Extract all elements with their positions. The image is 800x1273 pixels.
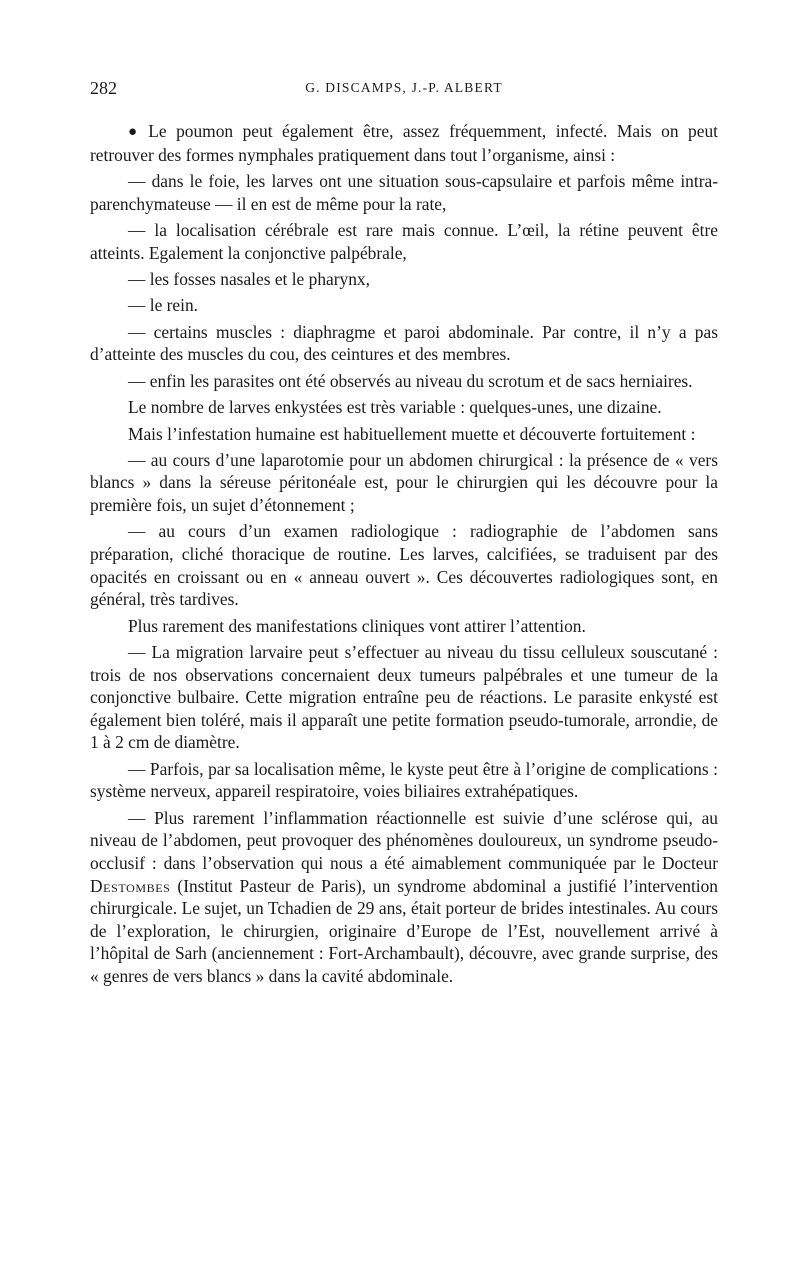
paragraph: — le rein. [128,295,199,316]
paragraph-text: (Institut Pasteur de Paris), un syndrome abdominal a justifié l’intervention chirurgicale. Le sujet, un Tchadien de 29 ans, était porteur de brides intestinales. Au cours de l’exploration, le chirurgien, originaire d’Europe de l’Est, nouvellement arrivé à l’hôpital de Sarh (anciennement : Fort-Archambault), découvre, avec grande surprise, des « genres de vers blancs » dans la cavité abdominale. [90,875,718,986]
running-head: G. DISCAMPS, J.-P. ALBERT [305,80,503,95]
paragraph: — au cours d’une laparotomie pour un abdomen chirurgical : la présence de « vers blancs » dans la séreuse péritonéale est, pour le chirurgien qui les découvre pour la première fois, un sujet d’étonnement ; [90,449,718,516]
paragraph: — Parfois, par sa localisation même, le kyste peut être à l’origine de complications : système nerveux, appareil respiratoire, voies biliaires extrahépatiques. [90,758,718,802]
paragraph: Plus rarement des manifestations cliniques vont attirer l’attention. [128,615,586,636]
paragraph: — La migration larvaire peut s’effectuer au niveau du tissu celluleux souscutané : trois de nos observations concernaient deux tumeurs palpébrales et une tumeur de la conjonctive bulbaire. Cette migration entraîne peu de réactions. Le parasite enkysté est également bien toléré, mais il apparaît une petite formation pseudo-tumorale, arrondie, de 1 à 2 cm de diamètre. [90,642,718,753]
paragraph: — la localisation cérébrale est rare mais connue. L’œil, la rétine peuvent être atteints. Egalement la conjonctive palpébrale, [90,219,718,263]
paragraph: — certains muscles : diaphragme et paroi abdominale. Par contre, il n’y a pas d’atteinte des muscles du cou, des ceintures et des membres. [90,321,718,365]
page-header [90,78,718,104]
page-number: 282 [90,78,117,98]
author-name: Destombes [90,875,171,896]
body-text [90,120,718,991]
paragraph: Mais l’infestation humaine est habituellement muette et découverte fortuitement : [128,423,696,444]
paragraph: — les fosses nasales et le pharynx, [128,268,370,289]
paragraph: — enfin les parasites ont été observés au niveau du scrotum et de sacs herniaires. [128,370,693,391]
paragraph [90,120,718,166]
paragraph: Le nombre de larves enkystées est très variable : quelques-unes, une dizaine. [128,397,662,418]
bullet-icon: ● [128,124,143,140]
paragraph-text: Le poumon peut également être, assez fréquemment, infecté. Mais on peut retrouver des formes nymphales pratiquement dans tout l’organisme, ainsi : [90,121,718,165]
paragraph [90,807,718,988]
paragraph-text: — Plus rarement l’inflammation réactionnelle est suivie d’une sclérose qui, au niveau de l’abdomen, peut provoquer des phénomènes douloureux, un syndrome pseudo-occlusif : dans l’observation qui nous a été aimablement communiquée par le Docteur [90,807,718,873]
paragraph: — au cours d’un examen radiologique : radiographie de l’abdomen sans préparation, cliché thoracique de routine. Les larves, calcifiées, se traduisent par des opacités en croissant ou en « anneau ouvert ». Ces découvertes radiologiques sont, en général, très tardives. [90,521,718,610]
paragraph: — dans le foie, les larves ont une situation sous-capsulaire et parfois même intra-parenchymateuse — il en est de même pour la rate, [90,170,718,214]
